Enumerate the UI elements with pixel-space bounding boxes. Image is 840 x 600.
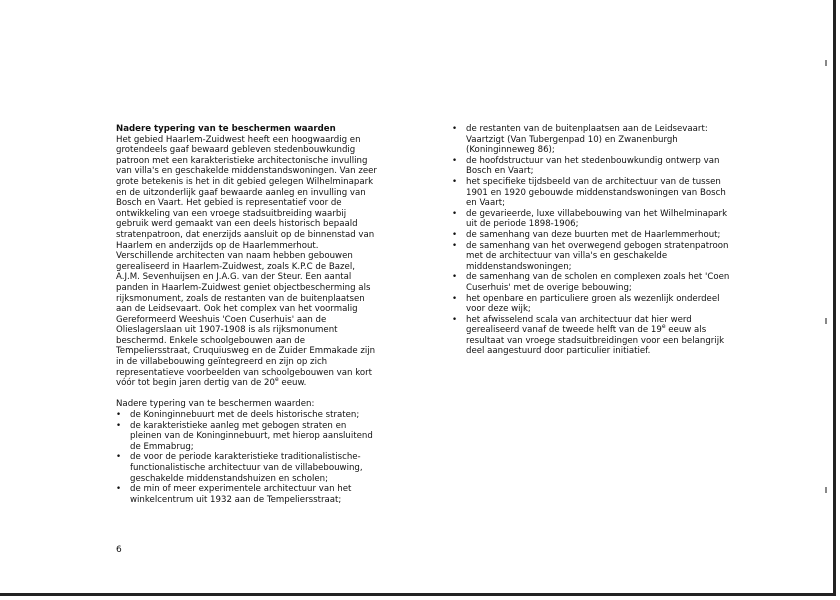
section-heading: Nadere typering van te beschermen waarden (116, 124, 336, 134)
list-item: • het openbare en particuliere groen als wezenlijk onderdeel voor deze wijk; (452, 294, 730, 315)
superscript: e (661, 323, 666, 331)
list-item-text-end: eeuw als resultaat van vroege stadsuitbreidingen voor een belangrijk deel aangestuurd door particulier initiatief. (466, 325, 725, 357)
bullet-list-right (452, 124, 730, 357)
scan-edge-mark (825, 487, 827, 493)
intro-text-end: eeuw. (278, 378, 307, 389)
list-item: • de karakteristieke aanleg met gebogen straten en pleinen van de Koninginnebuurt, met hierop aansluitend de Emmabrug; (116, 421, 378, 453)
list-subheading: Nadere typering van te beschermen waarden: (116, 399, 315, 410)
left-column (116, 124, 378, 505)
list-item: • het specifieke tijdsbeeld van de architectuur van de tussen 1901 en 1920 gebouwde middenstandswoningen van Bosch en Vaart; (452, 177, 730, 209)
intro-paragraph (116, 135, 378, 389)
list-item: • de min of meer experimentele architectuur van het winkelcentrum uit 1932 aan de Tempeliersstraat; (116, 484, 378, 505)
list-item: • de restanten van de buitenplaatsen aan de Leidsevaart: Vaartzigt (Van Tubergenpad 10) en Zwanenburgh (Koninginneweg 86); (452, 124, 730, 156)
scan-edge-mark (825, 60, 827, 66)
list-item: • de gevarieerde, luxe villabebouwing van het Wilhelminapark uit de periode 1898-1906; (452, 209, 730, 230)
list-item (452, 315, 730, 357)
list-item: • de Koninginnebuurt met de deels historische straten; (116, 410, 378, 421)
list-item: • de hoofdstructuur van het stedenbouwkundig ontwerp van Bosch en Vaart; (452, 156, 730, 177)
superscript: e (274, 376, 279, 384)
list-item: • de samenhang van het overwegend gebogen stratenpatroon met de architectuur van villa's en geschakelde middenstandswoningen; (452, 241, 730, 273)
list-item-text: het afwisselend scala van architectuur dat hier werd gerealiseerd vanaf de tweede helft van de 19 (466, 314, 692, 336)
list-item: • de samenhang van deze buurten met de Haarlemmerhout; (452, 230, 730, 241)
intro-text: Het gebied Haarlem-Zuidwest heeft een hoogwaardig en grotendeels gaaf bewaard gebleven stedenbouwkundig patroon met een karakteristieke architectonische invulling van villa's en geschakelde middenstandswoningen. Van zeer grote betekenis is het in dit gebied gelegen Wilhelminapark en de uitzonderlijk gaaf bewaarde aanleg en invulling van Bosch en Vaart. Het gebied is representatief voor de ontwikkeling van een vroege stadsuitbreiding waarbij gebruik werd gemaakt van een deels historisch bepaald stratenpatroon, dat enerzijds aansluit op de binnenstad van Haarlem en anderzijds op de Haarlemmerhout. Verschillende architecten van naam hebben gebouwen gerealiseerd in Haarlem-Zuidwest, zoals K.P.C de Bazel, A.J.M. Sevenhuijsen en J.A.G. van der Steur. Een aantal panden in Haarlem-Zuidwest geniet objectbescherming als rijksmonument, zoals de restanten van de buitenplaatsen aan de Leidsevaart. Ook het complex van het voormalig Gereformeerd Weeshuis 'Coen Cuserhuis' aan de Olieslagerslaan uit 1907-1908 is als rijksmonument beschermd. Enkele schoolgebouwen aan de Tempeliersstraat, Cruquiusweg en de Zuider Emmakade zijn in de villabebouwing geïntegreerd en zijn op zich representatieve voorbeelden van schoolgebouwen van kort vóór tot begin jaren dertig van de 20 (116, 134, 377, 389)
bullet-list-left (116, 410, 378, 505)
list-item: • de samenhang van de scholen en complexen zoals het 'Coen Cuserhuis' met de overige bebouwing; (452, 272, 730, 293)
list-item: • de voor de periode karakteristieke traditionalistische-functionalistische architectuur van de villabebouwing, geschakelde middenstandshuizen en scholen; (116, 452, 378, 484)
right-column (452, 124, 730, 357)
page-number: 6 (116, 545, 122, 555)
scan-edge-mark (825, 318, 827, 324)
